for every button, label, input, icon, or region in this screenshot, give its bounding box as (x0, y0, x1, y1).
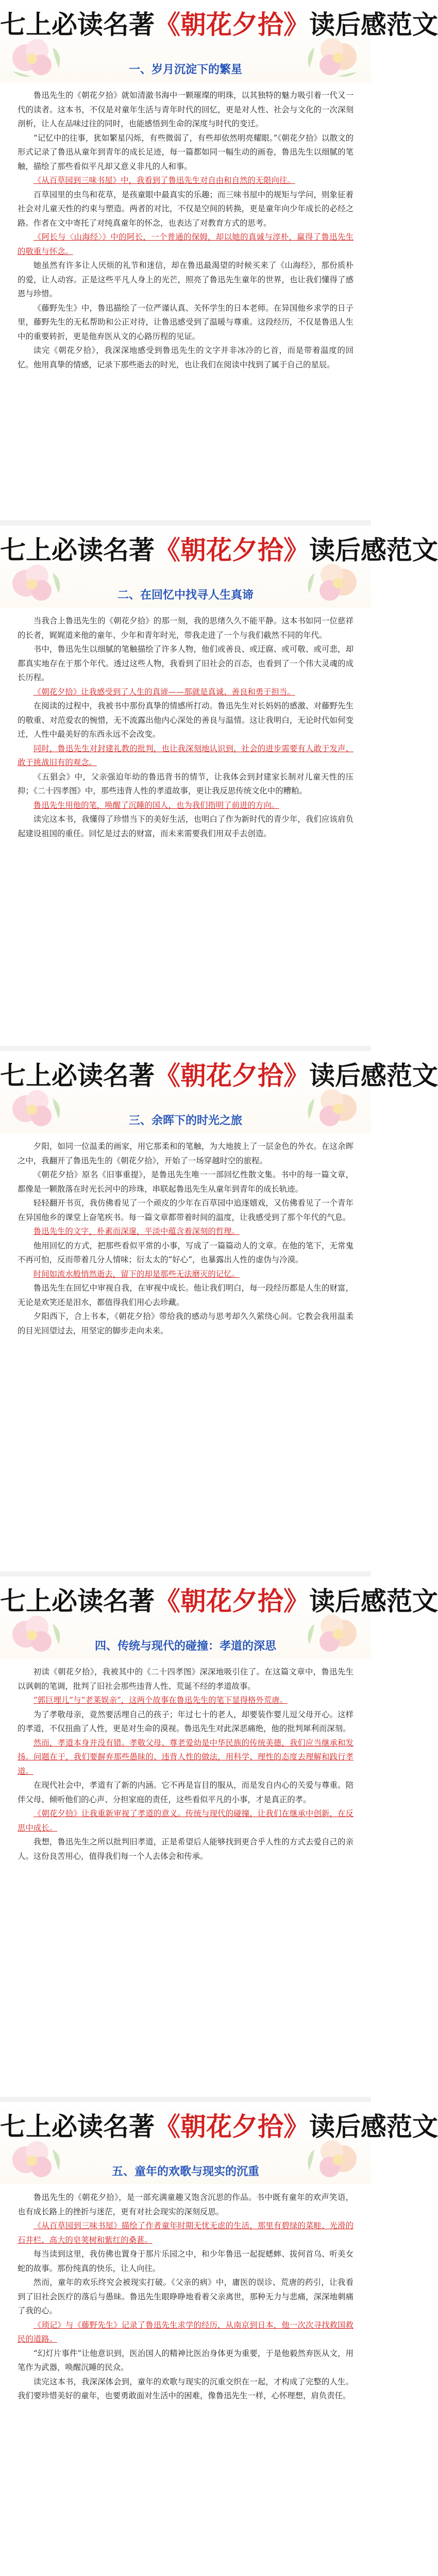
essay-body (18, 1665, 353, 1863)
paragraph: 轻轻翻开书页，我仿佛看见了一个顽皮的少年在百草园中追逐嬉戏，又仿佛看见了一个青年在异国他乡的课堂上奋笔疾书。每一篇文章都带着时间的温度，让我感受到了那个年代的气息。 (18, 1198, 353, 1222)
essay-body (18, 2191, 353, 2403)
section-header (0, 1051, 438, 1133)
essay-body (18, 1140, 353, 1338)
title-suffix: 读后感范文 (309, 535, 438, 565)
highlighted-paragraph: 鲁迅先生的文字，朴素而深邃，平淡中蕴含着深刻的哲理。 (33, 1227, 240, 1236)
title-prefix: 七上必读名著 (0, 1586, 155, 1616)
highlighted-paragraph: 时间如流水般悄然逝去，留下的却是那些无法磨灭的记忆。 (33, 1269, 240, 1279)
paragraph: 鲁迅先生的《朝花夕拾》就如清澈书海中一颗璀璨的明珠，以其独特的魅力吸引着一代又一代的读者。这本书，不仅是对童年生活与青年时代的回忆，更是对人性、社会与文化的一次深刻剖析，让人在品味过往的同时，也能感悟到生命的深度与时代的变迁。 (18, 91, 353, 128)
section-header (0, 1577, 438, 1659)
essay-section-2 (0, 526, 438, 1046)
section-header (0, 2102, 438, 2184)
paragraph: 初读《朝花夕拾》，我被其中的《二十四孝图》深深地吸引住了。在这篇文章中，鲁迅先生以讽刺的笔调，批判了旧社会那些违背人性、荒诞不经的孝道故事。 (18, 1667, 353, 1691)
paragraph: 夕阳西下，合上书本，《朝花夕拾》带给我的感动与思考却久久萦绕心间。它教会我用温柔的目光回望过去，用坚定的脚步走向未来。 (18, 1312, 353, 1335)
paragraph: 百草园里的虫鸟和花草，是孩童眼中最真实的乐趣；而三味书屋中的规矩与学问，则象征着社会对儿童天性的约束与塑造。两者的对比，不仅是空间的转换，更是童年向少年成长的必经之路。作者在文中寄托了对纯真童年的怀念，也表达了对教育方式的思考。 (18, 190, 353, 228)
section-divider (0, 1571, 371, 1577)
paragraph: 然而，童年的欢乐终究会被现实打破。《父亲的病》中，庸医的误诊、荒唐的药引，让我看到了旧社会医疗的落后与愚昧。鲁迅先生眼睁睁地看着父亲离世，那种无力与悲痛，深深地刺痛了我的心。 (18, 2278, 353, 2315)
paragraph: 鲁迅先生在回忆中审视自我，在审视中成长。他让我们明白，每一段经历都是人生的财富，无论是欢笑还是泪水，都值得我们用心去珍藏。 (18, 1283, 353, 1307)
title-prefix: 七上必读名著 (0, 10, 155, 40)
section-divider (0, 1046, 371, 1051)
paragraph: 《五猖会》中，父亲强迫年幼的鲁迅背书的情节，让我体会到封建家长制对儿童天性的压抑；《二十四孝图》中，那些违背人性的孝道故事，更让我反思传统文化中的糟粕。 (18, 772, 353, 795)
paragraph: 在现代社会中，孝道有了新的内涵。它不再是盲目的服从，而是发自内心的关爱与尊重。陪伴父母、倾听他们的心声、分担家庭的责任，这些看似平凡的小事，才是真正的孝。 (18, 1781, 353, 1804)
title-suffix: 读后感范文 (309, 10, 438, 40)
section-subheading: 五、童年的欢歌与现实的沉重 (111, 2165, 259, 2178)
title-suffix: 读后感范文 (309, 1586, 438, 1616)
paragraph: 书中，鲁迅先生以细腻的笔触描绘了许多人物，他们或善良、或迂腐、或可敬、或可悲，却都真实地存在于那个年代。透过这些人物，我看到了旧社会的百态，也看到了一个伟大灵魂的成长历程。 (18, 645, 353, 682)
section-title (0, 1586, 438, 1617)
paragraph: 每当读到这里，我仿佛也置身于那片乐园之中，和少年鲁迅一起捉蟋蟀、拔何首乌、听美女蛇的故事。那份纯真的快乐，让人向往。 (18, 2249, 353, 2273)
highlighted-paragraph: 《朝花夕拾》让我感受到了人生的真谛——那就是真诚、善良和勇于担当。 (33, 687, 295, 697)
paragraph: 为了孝敬母亲，竟然要活埋自己的孩子；年过七十的老人，却要装作婴儿逗父母开心。这样的孝道，不仅扭曲了人性，更是对生命的漠视。鲁迅先生对此深恶痛绝，他的批判犀利而深刻。 (18, 1709, 353, 1733)
title-book-name: 《朝花夕拾》 (155, 535, 309, 565)
paragraph: 读完这本书，我懂得了珍惜当下的美好生活，也明白了作为新时代的青少年，我们应该肩负起建设祖国的重任。回忆是过去的财富，而未来需要我们用双手去创造。 (18, 815, 353, 838)
paragraph: 《藤野先生》中，鲁迅描绘了一位严谨认真、关怀学生的日本老师。在异国他乡求学的日子里，藤野先生的无私帮助和公正对待，让鲁迅感受到了温暖与尊重。这段经历，不仅是鲁迅人生中的重要转折，更是他弃医从文的心路历程的见证。 (18, 303, 353, 341)
paragraph: 他用回忆的方式，把那些看似平常的小事，写成了一篇篇动人的文章。在他的笔下，无常鬼不再可怕，反而带着几分人情味；衍太太的“好心”，也暴露出人性的虚伪与冷漠。 (18, 1241, 353, 1264)
highlighted-paragraph: 然而，孝道本身并没有错。孝敬父母、尊老爱幼是中华民族的传统美德，我们应当继承和发扬。问题在于，我们要摒弃那些愚昧的、违背人性的做法，用科学、理性的态度去理解和践行孝道。 (18, 1738, 353, 1776)
essay-body (18, 614, 353, 841)
title-book-name: 《朝花夕拾》 (155, 2112, 309, 2142)
title-book-name: 《朝花夕拾》 (155, 1586, 309, 1616)
title-suffix: 读后感范文 (309, 2112, 438, 2142)
title-prefix: 七上必读名著 (0, 1061, 155, 1091)
section-title (0, 2111, 438, 2142)
title-prefix: 七上必读名著 (0, 535, 155, 565)
highlighted-paragraph: 同时，鲁迅先生对封建礼教的批判，也让我深刻地认识到，社会的进步需要有人敢于发声、敢于挑战旧有的观念。 (18, 743, 353, 767)
essay-body (18, 89, 353, 372)
highlighted-paragraph: 鲁迅先生用他的笔，唤醒了沉睡的国人，也为我们指明了前进的方向。 (33, 800, 279, 810)
highlighted-paragraph: 《从百草园到三味书屋》中，我看到了鲁迅先生对自由和自然的无限向往。 (33, 176, 295, 185)
paragraph: “幻灯片事件”让他意识到，医治国人的精神比医治身体更为重要，于是他毅然弃医从文，用笔作为武器，唤醒沉睡的民众。 (18, 2348, 353, 2372)
paragraph: 鲁迅先生的《朝花夕拾》，是一部充满童趣又饱含沉思的作品。书中既有童年的欢声笑语，也有成长路上的挫折与迷茫，更有对社会现实的深刻反思。 (18, 2193, 353, 2216)
highlighted-paragraph: “郭巨埋儿”与“老莱娱亲”，这两个故事在鲁迅先生的笔下显得格外荒唐。 (33, 1696, 288, 1705)
section-subheading: 三、余晖下的时光之旅 (128, 1114, 242, 1127)
section-title (0, 9, 438, 40)
paragraph: 读完《朝花夕拾》，我深深地感受到鲁迅先生的文字并非冰冷的匕首，而是带着温度的回忆。他用真挚的情感，记录下那些逝去的时光，也让我们在阅读中找到了属于自己的星辰。 (18, 346, 353, 369)
section-divider (0, 2097, 371, 2102)
paragraph: 她虽然有许多让人厌烦的礼节和迷信，却在鲁迅最渴望的时候买来了《山海经》，那份质朴的爱，让人动容。正是这些平凡人身上的光芒，照亮了鲁迅先生童年的世界，也让我们懂得了感恩与珍惜。 (18, 261, 353, 298)
essay-section-4 (0, 1577, 438, 2097)
highlighted-paragraph: 《琐记》与《藤野先生》记录了鲁迅先生求学的经历，从南京到日本，他一次次寻找救国救民的道路。 (18, 2320, 353, 2344)
section-subheading: 四、传统与现代的碰撞：孝道的深思 (94, 1640, 276, 1653)
paragraph: 读完这本书，我深深体会到，童年的欢歌与现实的沉重交织在一起，才构成了完整的人生。我们要珍惜美好的童年，也要勇敢面对生活中的困难，像鲁迅先生一样，心怀理想，肩负责任。 (18, 2377, 353, 2400)
title-suffix: 读后感范文 (309, 1061, 438, 1091)
paragraph: 当我合上鲁迅先生的《朝花夕拾》的那一刻，我的思绪久久不能平静。这本书如同一位慈祥的长者，娓娓道来他的童年、少年和青年时光，带我走进了一个与我们截然不同的年代。 (18, 616, 353, 640)
section-header (0, 0, 438, 82)
title-book-name: 《朝花夕拾》 (155, 1061, 309, 1091)
highlighted-paragraph: 《朝花夕拾》让我重新审视了孝道的意义。传统与现代的碰撞，让我们在继承中创新，在反思中成长。 (18, 1809, 353, 1833)
title-book-name: 《朝花夕拾》 (155, 10, 309, 40)
section-title (0, 535, 438, 566)
essay-section-1 (0, 0, 438, 520)
highlighted-paragraph: 《阿长与〈山海经〉》中的阿长，一个普通的保姆，却以她的真诚与淳朴，赢得了鲁迅先生的敬重与怀念。 (18, 232, 353, 256)
section-subheading: 一、岁月沉淀下的繁星 (128, 63, 242, 76)
paragraph: 夕阳，如同一位温柔的画家，用它那柔和的笔触，为大地披上了一层金色的外衣。在这余晖之中，我翻开了鲁迅先生的《朝花夕拾》，开始了一场穿越时空的旅程。 (18, 1142, 353, 1165)
section-subheading: 二、在回忆中找寻人生真谛 (117, 589, 254, 602)
paragraph: “记忆中的往事，犹如繁星闪烁，有些微弱了，有些却依然明亮耀眼。”《朝花夕拾》以散文的形式记录了鲁迅从童年到青年的成长足迹，每一篇都如同一幅生动的画卷，鲁迅先生以细腻的笔触，描绘了那些看似平凡却又意义非凡的人和事。 (18, 133, 353, 171)
paragraph: 在阅读的过程中，我被书中那份真挚的情感所打动。鲁迅先生对长妈妈的感激、对藤野先生的敬重、对范爱农的惋惜，无不流露出他内心深处的善良与温情。这让我明白，无论时代如何变迁，人性中最美好的东西永远不会改变。 (18, 701, 353, 739)
section-title (0, 1060, 438, 1091)
paragraph: 《朝花夕拾》原名《旧事重提》，是鲁迅先生唯一一部回忆性散文集。书中的每一篇文章，都像是一颗散落在时光长河中的珍珠，串联起鲁迅先生从童年到青年的成长轨迹。 (18, 1170, 353, 1194)
essay-section-5 (0, 2102, 438, 2576)
section-header (0, 526, 438, 608)
title-prefix: 七上必读名著 (0, 2112, 155, 2142)
section-divider (0, 520, 371, 526)
essay-section-3 (0, 1051, 438, 1571)
highlighted-paragraph: 《从百草园到三味书屋》描绘了作者童年时期无忧无虑的生活，那里有碧绿的菜畦、光滑的石井栏、高大的皂荚树和紫红的桑葚。 (18, 2221, 353, 2245)
paragraph: 我想，鲁迅先生之所以批判旧孝道，正是希望后人能够找到更合乎人性的方式去爱自己的亲人。这份良苦用心，值得我们每一个人去体会和传承。 (18, 1837, 353, 1861)
